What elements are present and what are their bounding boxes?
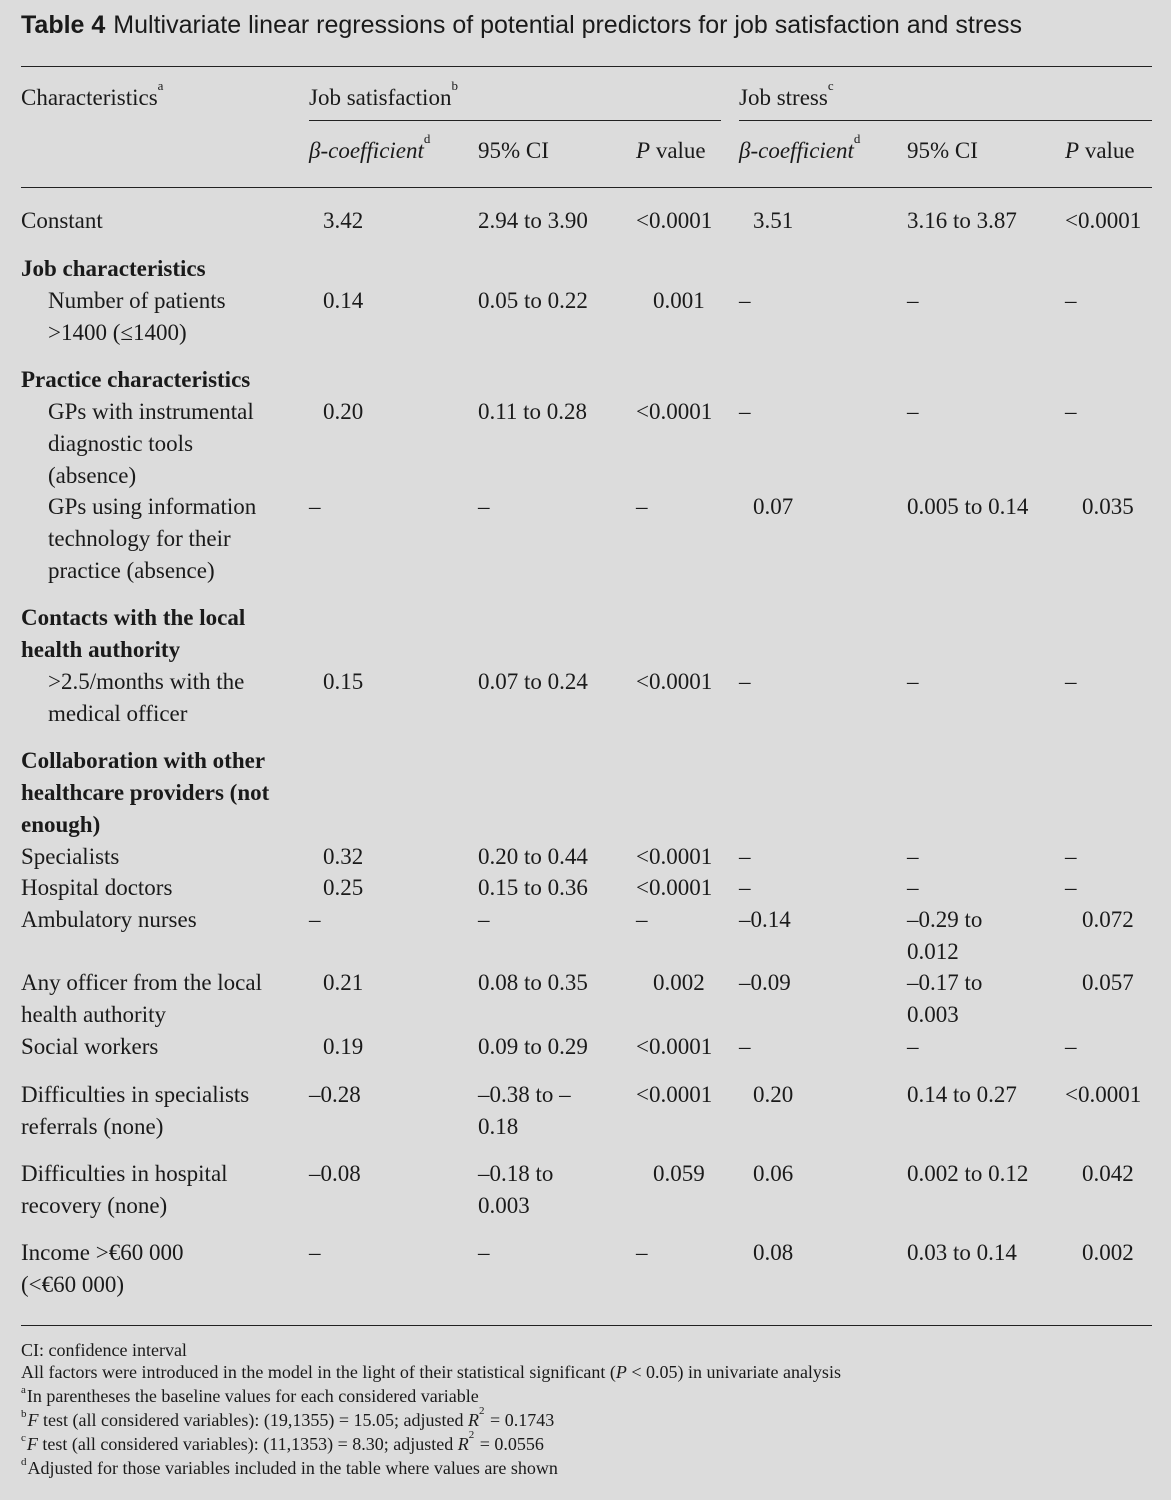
st-p: – (1065, 875, 1077, 900)
row-label: Hospital doctors (21, 875, 173, 900)
js-p: <0.0001 (636, 1082, 713, 1107)
js-p: <0.0001 (636, 669, 713, 694)
st-p: <0.0001 (1065, 1082, 1142, 1107)
section-heading: Job characteristics (21, 256, 206, 281)
st-ci: 3.16 to 3.87 (907, 208, 1017, 233)
st-p: – (1065, 399, 1077, 424)
js-ci: 0.11 to 0.28 (478, 399, 588, 424)
row-label: Social workers (21, 1034, 159, 1059)
st-beta: 0.08 (753, 1240, 794, 1265)
st-beta: – (739, 288, 751, 313)
js-ci: – (478, 907, 490, 932)
st-ci: – (907, 288, 919, 313)
st-p: – (1065, 288, 1077, 313)
js-p: <0.0001 (636, 1034, 713, 1059)
st-p: – (1065, 1034, 1077, 1059)
st-beta: – (739, 1034, 751, 1059)
row-label: Constant (21, 208, 103, 233)
st-ci: – (907, 1034, 919, 1059)
js-beta: – (309, 1240, 321, 1265)
header-st-p: P value (1065, 138, 1135, 163)
st-p: <0.0001 (1065, 208, 1142, 233)
st-p: – (1065, 669, 1077, 694)
row-label: GPs with instrumental diagnostic tools (absence) (48, 399, 254, 488)
section-heading: Contacts with the local health authority (21, 605, 246, 662)
header-js-beta: β-coefficient$^d$ (309, 131, 431, 163)
st-ci: – (907, 669, 919, 694)
js-ci: 2.94 to 3.90 (478, 208, 588, 233)
section-heading: Collaboration with other healthcare providers (not enough) (21, 748, 270, 837)
st-p: 0.035 (1082, 494, 1134, 519)
js-p: 0.001 (653, 288, 705, 313)
row-label: Difficulties in specialists referrals (none) (21, 1082, 250, 1139)
js-beta: 0.19 (323, 1034, 364, 1059)
js-ci: 0.05 to 0.22 (478, 288, 588, 313)
footnote-a: $^a$In parentheses the baseline values for each considered variable (21, 1384, 479, 1406)
footnote-note: All factors were introduced in the model in the light of their statistical significant (P < 0.05) in univariate analysis (21, 1362, 841, 1382)
footnote-c: $^c$F test (all considered variables): (11,1353) = 8.30; adjusted $R^2 = 0.0556$ (21, 1429, 544, 1454)
job-satisfaction-rule (309, 120, 721, 121)
st-beta: 0.06 (753, 1161, 794, 1186)
js-beta: – (309, 494, 321, 519)
js-beta: –0.28 (309, 1082, 361, 1107)
st-beta: – (739, 875, 751, 900)
js-beta: –0.08 (309, 1161, 361, 1186)
js-beta: – (309, 907, 321, 932)
js-p: – (636, 494, 648, 519)
st-beta: – (739, 399, 751, 424)
js-ci: 0.08 to 0.35 (478, 970, 588, 995)
row-label: >2.5/months with the medical officer (48, 669, 245, 726)
st-ci: –0.17 to 0.003 (907, 970, 983, 1027)
st-ci: – (907, 875, 919, 900)
header-job-stress: Job stress$^c$ (739, 78, 834, 110)
top-rule (21, 66, 1152, 67)
js-p: <0.0001 (636, 208, 713, 233)
js-beta: 0.20 (323, 399, 364, 424)
st-beta: 0.20 (753, 1082, 794, 1107)
js-beta: 0.21 (323, 970, 364, 995)
js-ci: –0.38 to –0.18 (478, 1082, 571, 1139)
st-p: 0.002 (1082, 1240, 1134, 1265)
section-heading: Practice characteristics (21, 367, 251, 392)
js-p: – (636, 907, 648, 932)
bottom-rule (21, 1325, 1152, 1326)
js-p: <0.0001 (636, 844, 713, 869)
js-p: <0.0001 (636, 399, 713, 424)
table-number: Table 4 (21, 11, 106, 39)
header-characteristics: Characteristics$^a$ (21, 78, 164, 110)
st-ci: 0.005 to 0.14 (907, 494, 1029, 519)
header-js-p: P value (636, 138, 706, 163)
footnote-b: $^b$F test (all considered variables): (19,1355) = 15.05; adjusted $R^2 = 0.1743$ (21, 1405, 555, 1430)
header-js-ci: 95% CI (478, 138, 549, 163)
st-ci: 0.03 to 0.14 (907, 1240, 1017, 1265)
row-label: Any officer from the local health authority (21, 970, 262, 1027)
st-beta: – (739, 669, 751, 694)
st-beta: 0.07 (753, 494, 794, 519)
header-job-satisfaction: Job satisfaction$^b$ (309, 78, 458, 110)
st-beta: –0.14 (739, 907, 791, 932)
st-ci: – (907, 844, 919, 869)
row-label: Difficulties in hospital recovery (none) (21, 1161, 228, 1218)
st-ci: 0.002 to 0.12 (907, 1161, 1029, 1186)
st-p: – (1065, 844, 1077, 869)
st-beta: 3.51 (753, 208, 794, 233)
js-p: – (636, 1240, 648, 1265)
js-ci: – (478, 1240, 490, 1265)
st-p: 0.042 (1082, 1161, 1134, 1186)
st-ci: 0.14 to 0.27 (907, 1082, 1017, 1107)
header-st-ci: 95% CI (907, 138, 978, 163)
row-label: Ambulatory nurses (21, 907, 197, 932)
st-p: 0.072 (1082, 907, 1134, 932)
js-p: 0.059 (653, 1161, 705, 1186)
job-stress-rule (739, 120, 1152, 121)
st-ci: – (907, 399, 919, 424)
js-beta: 0.25 (323, 875, 364, 900)
st-beta: – (739, 844, 751, 869)
st-p: 0.057 (1082, 970, 1134, 995)
js-ci: –0.18 to 0.003 (478, 1161, 554, 1218)
js-beta: 0.15 (323, 669, 364, 694)
header-rule (21, 187, 1152, 188)
js-ci: – (478, 494, 490, 519)
js-ci: 0.15 to 0.36 (478, 875, 588, 900)
st-ci: –0.29 to 0.012 (907, 907, 983, 964)
js-p: 0.002 (653, 970, 705, 995)
js-beta: 0.32 (323, 844, 364, 869)
row-label: Specialists (21, 844, 120, 869)
footnote-ci: CI: confidence interval (21, 1340, 187, 1360)
row-label: Income >€60 000 (<€60 000) (21, 1240, 184, 1297)
table-title (21, 8, 1161, 42)
js-ci: 0.07 to 0.24 (478, 669, 588, 694)
js-p: <0.0001 (636, 875, 713, 900)
header-st-beta: β-coefficient$^d$ (739, 131, 861, 163)
js-beta: 0.14 (323, 288, 364, 313)
js-beta: 3.42 (323, 208, 364, 233)
js-ci: 0.09 to 0.29 (478, 1034, 588, 1059)
table-caption: Multivariate linear regressions of potential predictors for job satisfaction and stress (113, 11, 1023, 39)
st-beta: –0.09 (739, 970, 791, 995)
row-label: GPs using information technology for their practice (absence) (48, 494, 257, 583)
footnote-d: $^d$Adjusted for those variables included in the table where values are shown (21, 1456, 558, 1478)
js-ci: 0.20 to 0.44 (478, 844, 588, 869)
row-label: Number of patients >1400 (≤1400) (48, 288, 226, 345)
